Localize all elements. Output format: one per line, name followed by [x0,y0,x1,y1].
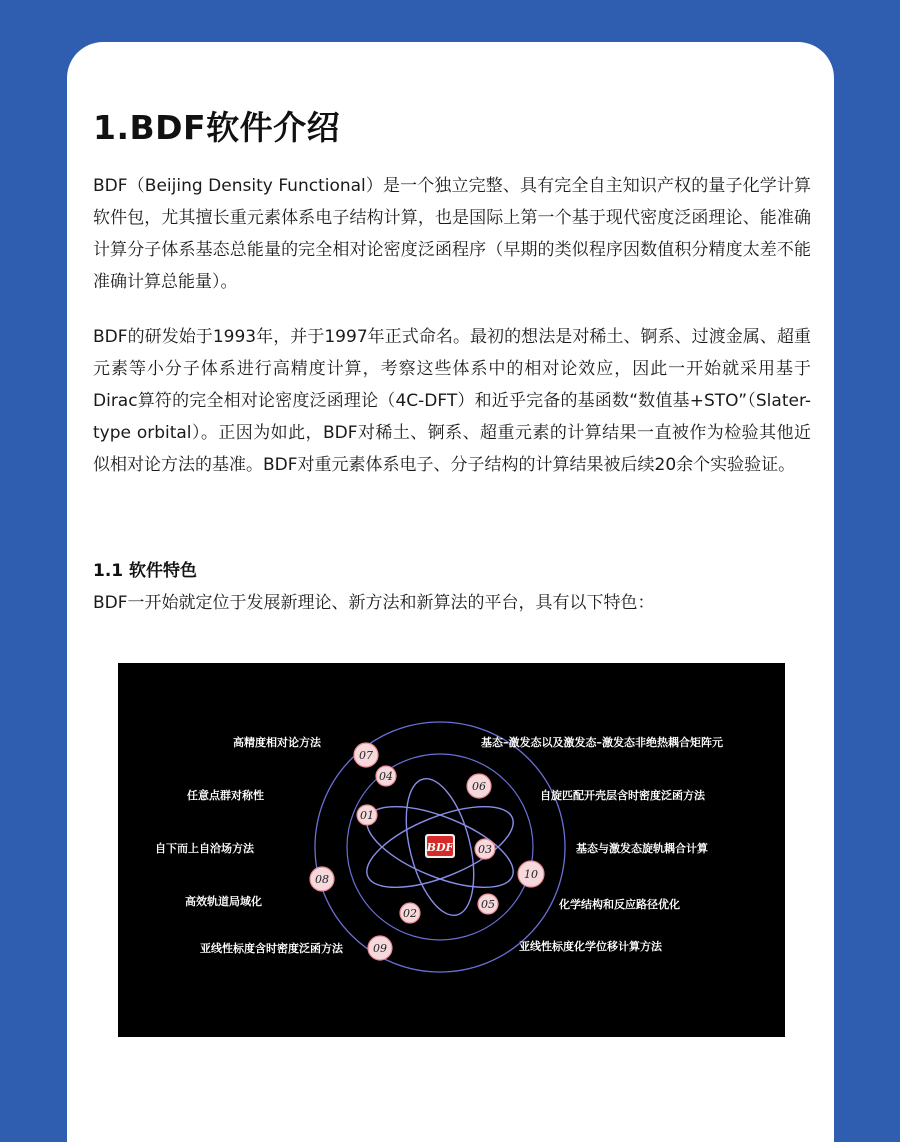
history-paragraph: BDF的研发始于1993年，并于1997年正式命名。最初的想法是对稀土、锕系、过渡金属、超重元素等小分子体系进行高精度计算，考察这些体系中的相对论效应，因此一开始就采用基于Dirac算符的完全相对论密度泛函理论（4C-DFT）和近乎完备的基函数“数值基+STO”（Slater-type orbital）。正因为如此，BDF对稀土、锕系、超重元素的计算结果一直被作为检验其他近似相对论方法的基准。BDF对重元素体系电子、分子结构的计算结果被后续20余个实验验证。 [93,327,811,475]
feature-label: 自旋匹配开壳层含时密度泛函方法 [540,789,705,802]
svg-text:02: 02 [403,907,417,920]
badge-07 [354,743,378,767]
atom-diagram-svg [118,663,785,1037]
svg-text:09: 09 [373,942,387,955]
svg-text:10: 10 [524,868,538,881]
svg-text:01: 01 [360,809,374,822]
badge-03 [475,839,495,859]
badge-10 [518,861,544,887]
content-card [67,42,834,1142]
section-title: 1.BDF软件介绍 [93,108,341,147]
badge-09 [368,936,392,960]
badge-05 [478,894,498,914]
badge-01 [357,805,377,825]
feature-label: 亚线性标度含时密度泛函方法 [200,942,343,955]
features-heading: 1.1 软件特色 [93,561,198,581]
svg-text:08: 08 [315,873,329,886]
badge-08 [310,867,334,891]
badge-04 [376,766,396,786]
feature-label: 亚线性标度化学位移计算方法 [519,940,662,953]
svg-text:07: 07 [359,749,373,762]
svg-text:04: 04 [379,770,393,783]
intro-paragraph: BDF（Beijing Density Functional）是一个独立完整、具有完全自主知识产权的量子化学计算软件包，尤其擅长重元素体系电子结构计算，也是国际上第一个基于现代密度泛函理论、能准确计算分子体系基态总能量的完全相对论密度泛函程序（早期的类似程序因数值积分精度太差不能准确计算总能量）。 [93,176,811,292]
feature-label: 高精度相对论方法 [233,736,321,749]
feature-label: 自下而上自洽场方法 [155,842,254,855]
feature-label: 任意点群对称性 [187,789,264,802]
svg-text:03: 03 [478,843,492,856]
feature-label: 高效轨道局域化 [185,895,262,908]
feature-label: 基态与激发态旋轨耦合计算 [576,842,708,855]
logo-text: BDF [426,841,454,854]
features-intro: BDF一开始就定位于发展新理论、新方法和新算法的平台，具有以下特色： [93,593,655,613]
badge-02 [400,903,420,923]
svg-text:05: 05 [481,898,495,911]
features-diagram [118,663,785,1037]
feature-label: 基态–激发态以及激发态–激发态非绝热耦合矩阵元 [481,736,723,749]
badge-06 [467,774,491,798]
bdf-logo [425,834,455,858]
feature-label: 化学结构和反应路径优化 [559,898,680,911]
svg-text:06: 06 [472,780,486,793]
